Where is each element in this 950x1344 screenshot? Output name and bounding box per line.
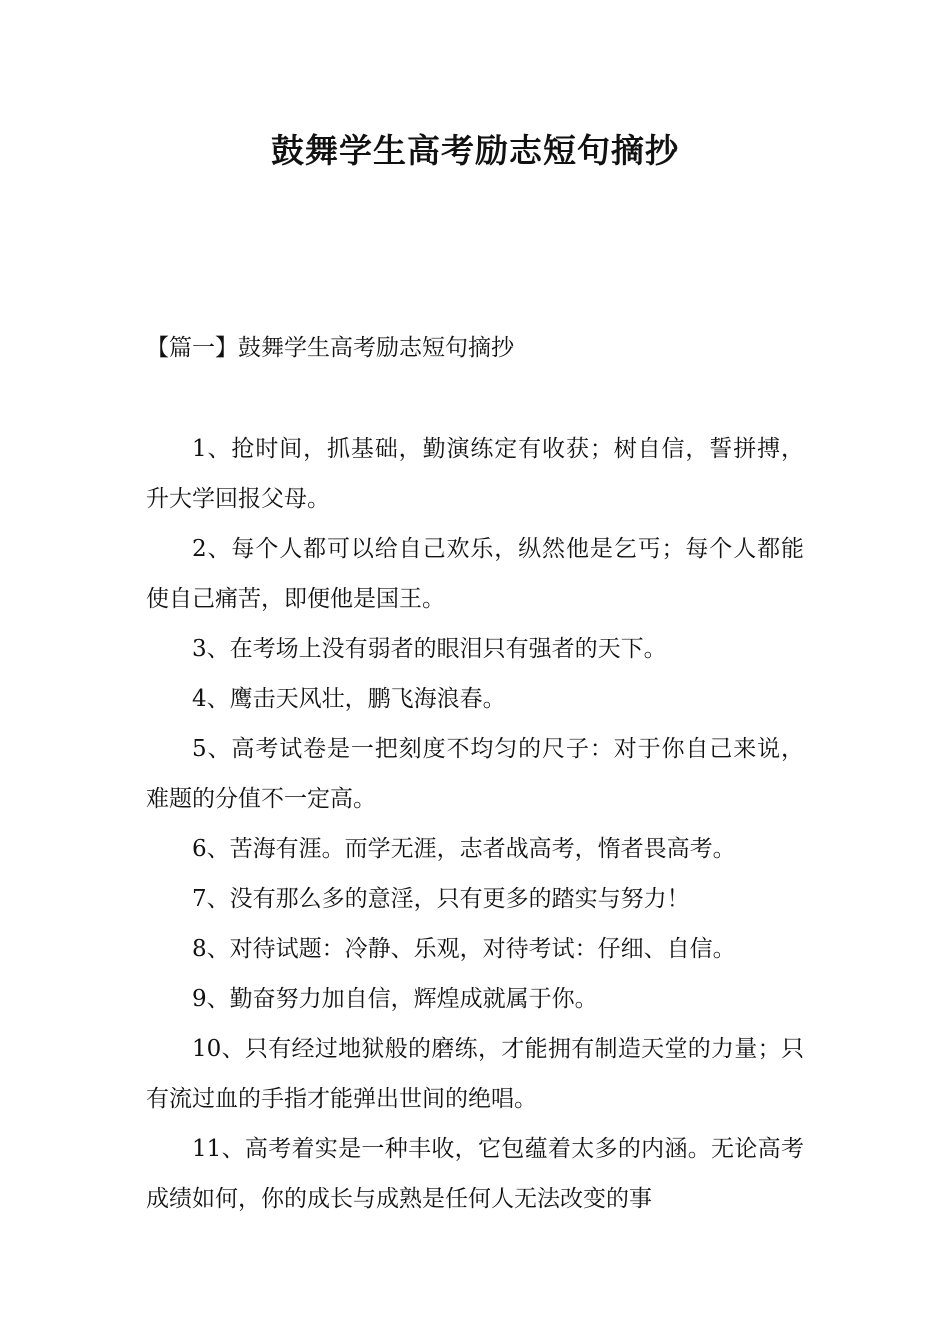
document-body (146, 424, 804, 1224)
paragraph-7: 7、没有那么多的意淫，只有更多的踏实与努力！ (192, 886, 690, 912)
document-title: 鼓舞学生高考励志短句摘抄 (271, 131, 679, 170)
paragraph-1: 1、抢时间，抓基础，勤演练定有收获；树自信，誓拼搏，升大学回报父母。 (146, 436, 804, 512)
paragraph-10: 10、只有经过地狱般的磨练，才能拥有制造天堂的力量；只有流过血的手指才能弹出世间的绝唱。 (146, 1036, 804, 1112)
paragraph-8: 8、对待试题：冷静、乐观，对待考试：仔细、自信。 (192, 936, 736, 962)
paragraph-4: 4、鹰击天风壮，鹏飞海浪春。 (192, 686, 506, 712)
paragraph-11: 11、高考着实是一种丰收，它包蕴着太多的内涵。无论高考成绩如何，你的成长与成熟是任何人无法改变的事 (146, 1136, 804, 1212)
paragraph-9: 9、勤奋努力加自信，辉煌成就属于你。 (192, 986, 598, 1012)
paragraph-2: 2、每个人都可以给自己欢乐，纵然他是乞丐；每个人都能使自己痛苦，即便他是国王。 (146, 536, 804, 612)
paragraph-3: 3、在考场上没有弱者的眼泪只有强者的天下。 (192, 636, 667, 662)
section-heading: 【篇一】鼓舞学生高考励志短句摘抄 (146, 335, 514, 361)
paragraph-5: 5、高考试卷是一把刻度不均匀的尺子：对于你自己来说，难题的分值不一定高。 (146, 736, 804, 812)
paragraph-6: 6、苦海有涯。而学无涯，志者战高考，惰者畏高考。 (192, 836, 736, 862)
